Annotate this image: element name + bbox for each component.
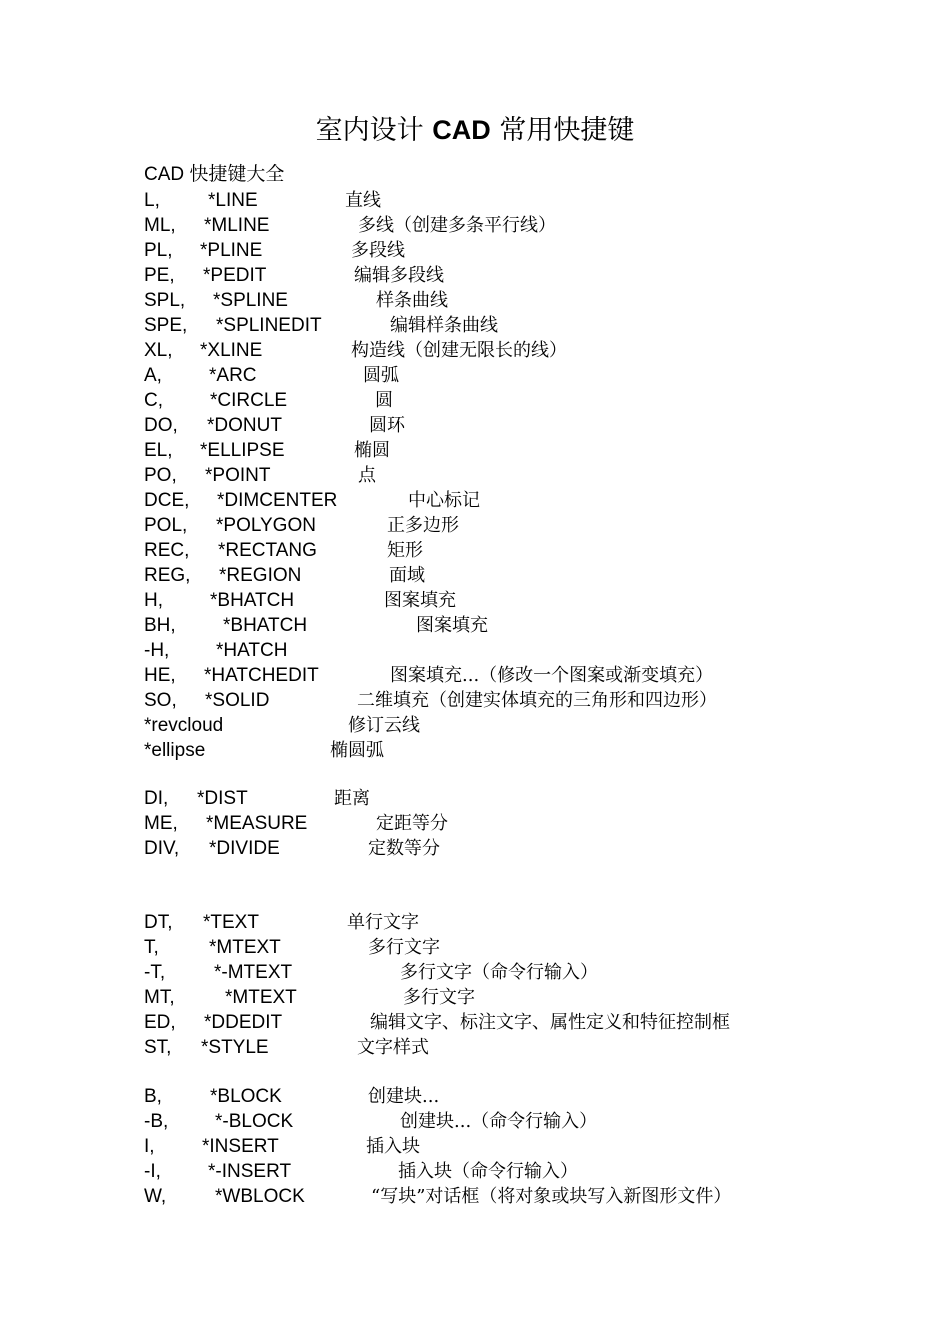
- shortcut-description: 样条曲线: [376, 290, 448, 311]
- shortcut-command: *MLINE: [204, 215, 270, 236]
- shortcut-description: “写块”对话框（将对象或块写入新图形文件）: [371, 1186, 732, 1207]
- shortcut-description: 圆: [375, 390, 393, 411]
- shortcut-row: [0, 313, 950, 338]
- shortcut-description: 矩形: [387, 540, 423, 561]
- shortcut-description: 文字样式: [357, 1037, 429, 1058]
- shortcut-command: *POLYGON: [216, 515, 316, 536]
- shortcut-command: *MEASURE: [206, 813, 308, 834]
- shortcut-row: [0, 263, 950, 288]
- shortcut-description: 单行文字: [347, 912, 419, 933]
- shortcut-abbr: XL,: [144, 340, 173, 361]
- shortcut-description: 多行文字: [403, 987, 475, 1008]
- shortcut-description: 椭圆: [354, 440, 390, 461]
- shortcut-command: *SPLINEDIT: [216, 315, 322, 336]
- shortcut-row: [0, 910, 950, 935]
- shortcut-abbr: ST,: [144, 1037, 172, 1058]
- shortcut-row: [0, 288, 950, 313]
- shortcut-abbr: DO,: [144, 415, 178, 436]
- shortcut-description: 定距等分: [376, 813, 448, 834]
- shortcut-row: [0, 538, 950, 563]
- shortcut-row: [0, 588, 950, 613]
- shortcut-row: [0, 960, 950, 985]
- shortcut-abbr: T,: [144, 937, 159, 958]
- shortcut-command: *PEDIT: [203, 265, 267, 286]
- shortcut-command: *RECTANG: [218, 540, 317, 561]
- shortcut-command: *DIST: [197, 788, 248, 809]
- shortcut-row: [0, 563, 950, 588]
- shortcut-command: *ARC: [209, 365, 257, 386]
- shortcut-command: *BHATCH: [223, 615, 308, 636]
- shortcut-row: [0, 638, 950, 663]
- shortcut-row: [0, 1010, 950, 1035]
- shortcut-row: [0, 1109, 950, 1134]
- shortcut-row: [0, 388, 950, 413]
- shortcut-description: 插入块（命令行输入）: [398, 1161, 578, 1182]
- shortcut-command: *HATCH: [216, 640, 288, 661]
- title-part3: 常用快捷键: [499, 115, 635, 146]
- shortcut-command: *LINE: [208, 190, 258, 211]
- shortcut-abbr: PO,: [144, 465, 177, 486]
- shortcut-description: 插入块: [366, 1136, 420, 1157]
- shortcut-command: *XLINE: [200, 340, 263, 361]
- shortcut-command: *DDEDIT: [204, 1012, 283, 1033]
- shortcut-row: [0, 188, 950, 213]
- shortcut-row: [0, 1084, 950, 1109]
- shortcut-command: *INSERT: [202, 1136, 279, 1157]
- shortcut-abbr: REC,: [144, 540, 190, 561]
- shortcut-abbr: -I,: [144, 1161, 161, 1182]
- shortcut-abbr: L,: [144, 190, 160, 211]
- shortcut-row: [0, 463, 950, 488]
- shortcut-row: [0, 713, 950, 738]
- shortcut-description: 创建块...: [368, 1086, 440, 1107]
- shortcut-command: *PLINE: [200, 240, 263, 261]
- shortcut-command: *HATCHEDIT: [204, 665, 319, 686]
- shortcut-abbr: ED,: [144, 1012, 176, 1033]
- shortcut-description: 圆弧: [363, 365, 399, 386]
- shortcut-abbr: I,: [144, 1136, 155, 1157]
- shortcut-command: *MTEXT: [209, 937, 281, 958]
- shortcut-row: [0, 663, 950, 688]
- shortcut-description: 二维填充（创建实体填充的三角形和四边形）: [357, 690, 717, 711]
- shortcut-description: 距离: [334, 788, 370, 809]
- shortcut-description: 椭圆弧: [330, 740, 384, 761]
- shortcut-abbr: A,: [144, 365, 162, 386]
- shortcut-abbr: REG,: [144, 565, 191, 586]
- shortcut-abbr: -T,: [144, 962, 166, 983]
- shortcut-command: *CIRCLE: [210, 390, 288, 411]
- shortcut-description: 图案填充...（修改一个图案或渐变填充）: [390, 665, 714, 686]
- shortcut-description: 圆环: [369, 415, 405, 436]
- shortcut-abbr: W,: [144, 1186, 167, 1207]
- shortcut-command: *POINT: [205, 465, 271, 486]
- shortcut-description: 点: [358, 465, 376, 486]
- shortcut-abbr: SPE,: [144, 315, 188, 336]
- shortcut-abbr: DIV,: [144, 838, 180, 859]
- shortcut-abbr: *revcloud: [144, 715, 224, 736]
- shortcut-command: *SPLINE: [213, 290, 288, 311]
- shortcut-abbr: -H,: [144, 640, 170, 661]
- shortcut-row: [0, 338, 950, 363]
- shortcut-row: [0, 1184, 950, 1209]
- shortcut-abbr: -B,: [144, 1111, 169, 1132]
- shortcut-description: 编辑样条曲线: [390, 315, 498, 336]
- shortcut-description: 图案填充: [384, 590, 456, 611]
- shortcut-abbr: HE,: [144, 665, 176, 686]
- shortcut-row: [0, 613, 950, 638]
- shortcut-description: 编辑多段线: [354, 265, 444, 286]
- shortcut-abbr: ME,: [144, 813, 178, 834]
- shortcut-abbr: H,: [144, 590, 163, 611]
- shortcut-command: *DIMCENTER: [217, 490, 338, 511]
- shortcut-description: 图案填充: [416, 615, 488, 636]
- shortcut-command: *BHATCH: [210, 590, 295, 611]
- shortcut-abbr: DCE,: [144, 490, 190, 511]
- title-part1: 室内设计: [315, 115, 424, 146]
- shortcut-command: *DIVIDE: [209, 838, 280, 859]
- shortcut-row: [0, 1035, 950, 1060]
- shortcut-command: *MTEXT: [225, 987, 297, 1008]
- shortcut-description: 多行文字: [368, 937, 440, 958]
- shortcut-description: 多行文字（命令行输入）: [400, 962, 598, 983]
- shortcut-abbr: *ellipse: [144, 740, 206, 761]
- shortcut-description: 直线: [345, 190, 381, 211]
- shortcut-command: *STYLE: [201, 1037, 269, 1058]
- shortcut-description: 正多边形: [387, 515, 459, 536]
- shortcut-abbr: BH,: [144, 615, 176, 636]
- shortcut-row: [0, 985, 950, 1010]
- shortcut-command: *SOLID: [205, 690, 270, 711]
- shortcut-command: *REGION: [219, 565, 302, 586]
- shortcut-row: [0, 238, 950, 263]
- shortcut-abbr: C,: [144, 390, 163, 411]
- shortcut-abbr: DI,: [144, 788, 169, 809]
- shortcut-description: 创建块...（命令行输入）: [400, 1111, 598, 1132]
- shortcut-description: 多线（创建多条平行线）: [358, 215, 556, 236]
- shortcut-command: *-INSERT: [208, 1161, 292, 1182]
- shortcut-row: [0, 1159, 950, 1184]
- shortcut-command: *BLOCK: [210, 1086, 282, 1107]
- shortcut-description: 编辑文字、标注文字、属性定义和特征控制框: [370, 1012, 730, 1033]
- shortcut-abbr: PE,: [144, 265, 175, 286]
- shortcut-description: 多段线: [351, 240, 405, 261]
- shortcut-row: [0, 488, 950, 513]
- shortcut-abbr: PL,: [144, 240, 173, 261]
- subheading: CAD 快捷键大全: [144, 164, 285, 185]
- shortcut-row: [0, 738, 950, 763]
- shortcut-row: [0, 935, 950, 960]
- shortcut-row: [0, 811, 950, 836]
- shortcut-abbr: SO,: [144, 690, 177, 711]
- shortcut-abbr: EL,: [144, 440, 173, 461]
- shortcut-row: [0, 688, 950, 713]
- shortcut-command: *WBLOCK: [215, 1186, 305, 1207]
- shortcut-description: 定数等分: [368, 838, 440, 859]
- shortcut-command: *ELLIPSE: [200, 440, 285, 461]
- page-title: [0, 110, 950, 151]
- shortcut-command: *-MTEXT: [214, 962, 293, 983]
- shortcut-row: [0, 363, 950, 388]
- shortcut-description: 中心标记: [408, 490, 480, 511]
- shortcut-row: [0, 786, 950, 811]
- shortcut-abbr: SPL,: [144, 290, 186, 311]
- shortcut-abbr: POL,: [144, 515, 188, 536]
- shortcut-description: 修订云线: [348, 715, 420, 736]
- shortcut-row: [0, 836, 950, 861]
- shortcut-abbr: MT,: [144, 987, 175, 1008]
- shortcut-row: [0, 438, 950, 463]
- shortcut-row: [0, 1134, 950, 1159]
- shortcut-command: *-BLOCK: [215, 1111, 294, 1132]
- shortcut-command: *DONUT: [207, 415, 282, 436]
- shortcut-abbr: DT,: [144, 912, 173, 933]
- shortcut-abbr: ML,: [144, 215, 176, 236]
- shortcut-description: 面域: [389, 565, 425, 586]
- shortcut-abbr: B,: [144, 1086, 162, 1107]
- shortcut-row: [0, 213, 950, 238]
- shortcut-row: [0, 513, 950, 538]
- title-part2: CAD: [432, 115, 491, 145]
- shortcut-command: *TEXT: [203, 912, 259, 933]
- shortcut-description: 构造线（创建无限长的线）: [351, 340, 567, 361]
- shortcut-row: [0, 413, 950, 438]
